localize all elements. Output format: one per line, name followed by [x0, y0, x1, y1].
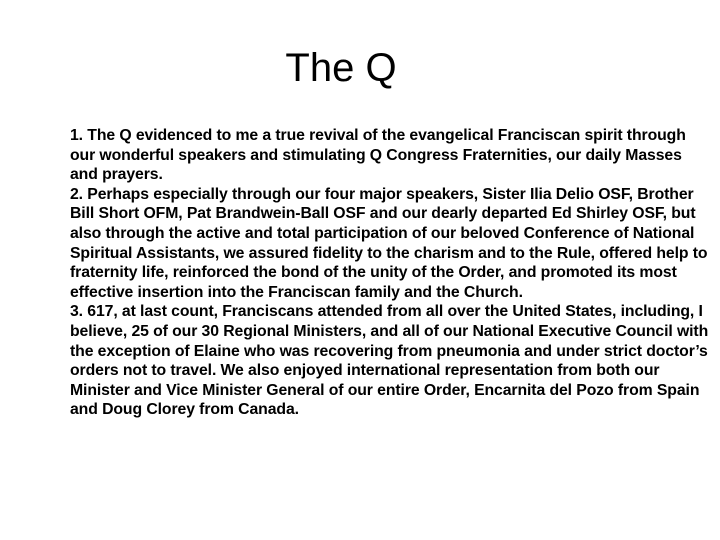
paragraph-2: 2. Perhaps especially through our four major speakers, Sister Ilia Delio OSF, Brother Bill Short OFM, Pat Brandwein-Ball OSF and our dearly departed Ed Shirley OSF, but also through the active and total participation of our beloved Conference of National Spiritual Assistants, we assured fidelity to the charism and to the Rule, offered help to fraternity life, reinforced the bond of the unity of the Order, and promoted its most effective insertion into the Franciscan family and the Church.: [70, 185, 708, 301]
paragraph-1: 1. The Q evidenced to me a true revival of the evangelical Franciscan spirit through our wonderful speakers and stimulating Q Congress Fraternities, our daily Masses and prayers.: [70, 127, 686, 184]
slide-body: [70, 126, 710, 420]
paragraph-3: 3. 617, at last count, Franciscans attended from all over the United States, including, I believe, 25 of our 30 Regional Ministers, and all of our National Executive Council with the exception of Elaine who was recovering from pneumonia and under strict doctor’s orders not to travel. We also enjoyed international representation from both our Minister and Vice Minister General of our entire Order, Encarnita del Pozo from Spain and Doug Clorey from Canada.: [70, 303, 709, 419]
slide-title: The Q: [285, 46, 397, 90]
